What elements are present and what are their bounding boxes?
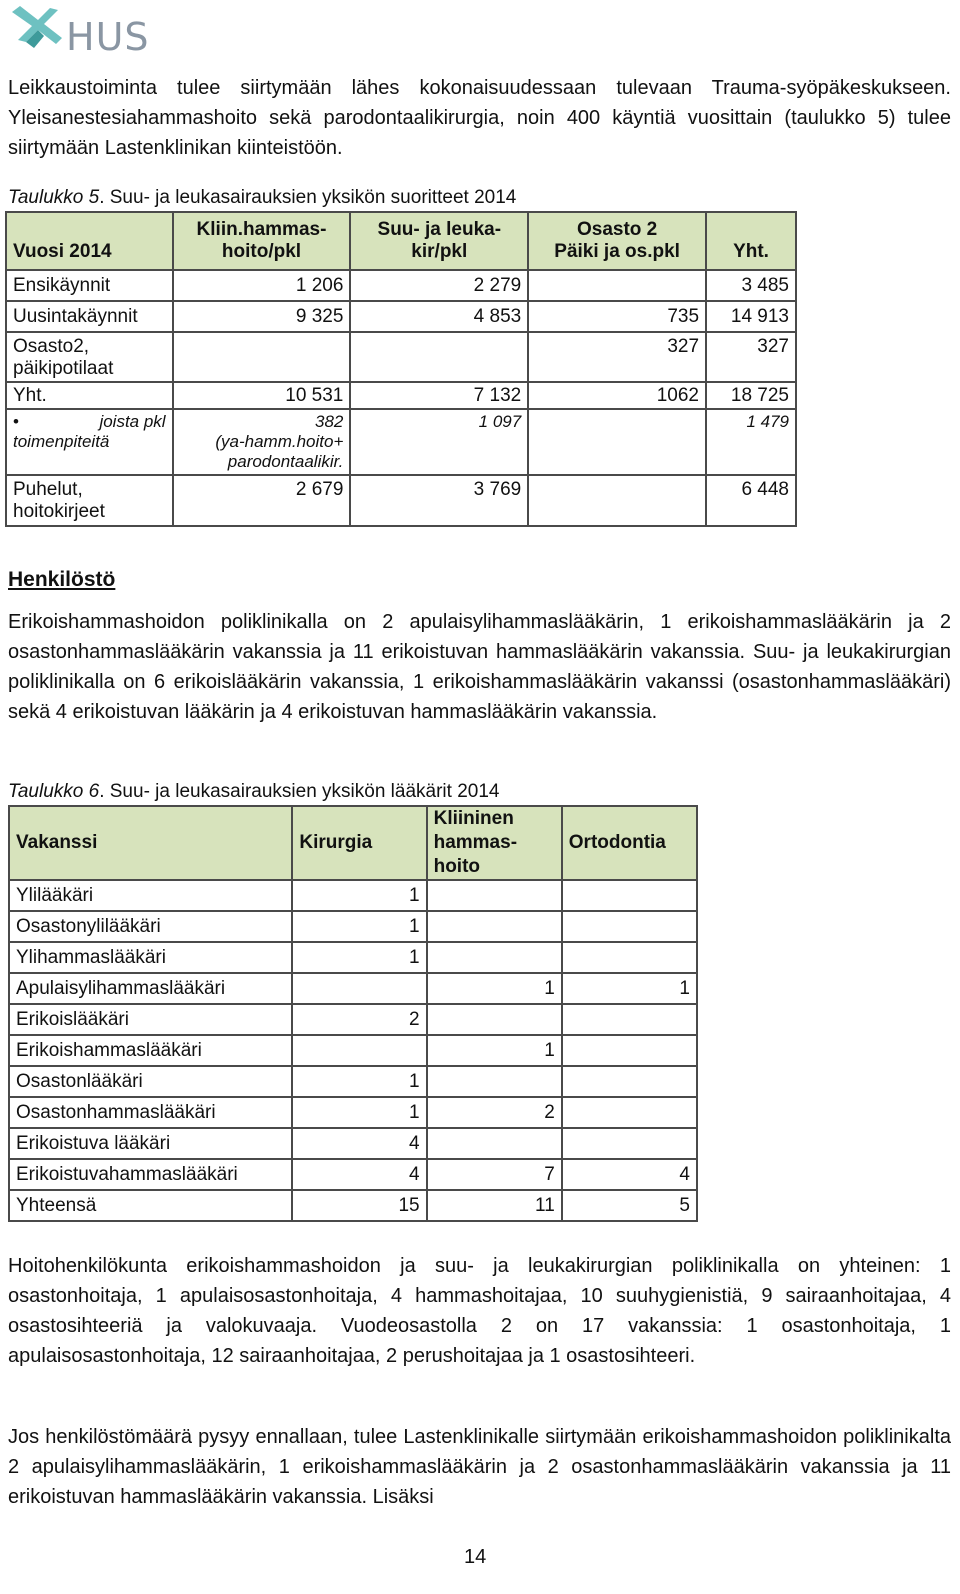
table5-caption	[8, 187, 516, 209]
cell: 3 485	[706, 270, 796, 301]
table-row	[6, 270, 796, 301]
table5	[5, 211, 797, 527]
table5-caption-text: . Suu- ja leukasairauksien yksikön suoritteet 2014	[99, 187, 517, 208]
cell: 1	[292, 1066, 426, 1097]
final-paragraph: Jos henkilöstömäärä pysyy ennallaan, tulee Lastenklinikalle siirtymään erikoishammashoidon poliklinikalta 2 apulaisylihammaslääkärin, 1 erikoishammaslääkärin ja 2 osastonhammaslääkärin vakanssia ja 11 erikoistuvan hammaslääkärin vakanssia. Lisäksi	[8, 1426, 951, 1508]
row-label: Ylilääkäri	[9, 880, 292, 911]
cell	[562, 942, 697, 973]
cell: 4	[292, 1128, 426, 1159]
cell	[528, 409, 706, 475]
table-row	[6, 382, 796, 409]
cell: 1	[427, 973, 562, 1004]
row-label: Osastonhammaslääkäri	[9, 1097, 292, 1128]
table-row	[9, 1004, 697, 1035]
cell: 327	[528, 332, 706, 382]
table-row	[6, 409, 796, 475]
cell: 2 679	[173, 475, 351, 526]
cell: 2	[427, 1097, 562, 1128]
table-row	[9, 973, 697, 1004]
table-row	[9, 1035, 697, 1066]
table-row	[6, 475, 796, 526]
cell	[528, 475, 706, 526]
row-label: Apulaisylihammaslääkäri	[9, 973, 292, 1004]
cell	[562, 1004, 697, 1035]
table-row	[9, 1097, 697, 1128]
row-label: Uusintakäynnit	[6, 301, 173, 332]
cell: 15	[292, 1190, 426, 1221]
nursing-paragraph: Hoitohenkilökunta erikoishammashoidon ja suu- ja leukakirurgian poliklinikalla on yhteinen: 1 osastonhoitaja, 1 apulaisosastonhoitaja, 4 hammashoitajaa, 10 suuhygienistiä, 9 sairaanhoitajaa, 4 osastosihteeriä ja valokuvaaja. Vuodeosastolla 2 on 17 vakanssia: 1 osastonhoitaja, 1 apulaisosastonhoitaja, 12 sairaanhoitajaa, 2 perushoitajaa ja 1 osastosihteeri.	[8, 1255, 951, 1367]
hus-logo	[8, 4, 158, 58]
cell	[562, 1066, 697, 1097]
cell: 11	[427, 1190, 562, 1221]
row-label: Yhteensä	[9, 1190, 292, 1221]
table-row	[6, 301, 796, 332]
cell: 4	[562, 1159, 697, 1190]
cell	[562, 911, 697, 942]
table6-header-vacancy: Vakanssi	[9, 806, 292, 880]
hus-logo-icon	[8, 4, 68, 54]
cell: 7 132	[350, 382, 528, 409]
row-label: Puhelut, hoitokirjeet	[6, 475, 173, 526]
row-label: Yht.	[6, 382, 173, 409]
cell: 4 853	[350, 301, 528, 332]
cell	[562, 880, 697, 911]
cell: 1	[292, 880, 426, 911]
table5-header-total: Yht.	[706, 212, 796, 270]
cell: 382 (ya-hamm.hoito+ parodontaalikir.	[173, 409, 351, 475]
cell: 6 448	[706, 475, 796, 526]
cell: 1 479	[706, 409, 796, 475]
table6-header-clinical: Kliininen hammas- hoito	[427, 806, 562, 880]
row-label: • joista pkl toimenpiteitä	[6, 409, 173, 475]
section-heading-staff: Henkilöstö	[8, 568, 116, 591]
cell	[350, 332, 528, 382]
cell	[562, 1035, 697, 1066]
cell	[292, 973, 426, 1004]
cell	[427, 1066, 562, 1097]
cell: 14 913	[706, 301, 796, 332]
table-row	[9, 1159, 697, 1190]
cell: 4	[292, 1159, 426, 1190]
cell	[427, 942, 562, 973]
row-label: Osastonlääkäri	[9, 1066, 292, 1097]
cell	[562, 1097, 697, 1128]
table5-header-row	[6, 212, 796, 270]
row-label: Erikoistuva lääkäri	[9, 1128, 292, 1159]
table5-header-ward: Osasto 2 Päiki ja os.pkl	[528, 212, 706, 270]
cell: 1	[562, 973, 697, 1004]
cell: 1	[292, 942, 426, 973]
staff-paragraph: Erikoishammashoidon poliklinikalla on 2 apulaisylihammaslääkärin, 1 erikoishammaslääkärin ja 2 osastonhammaslääkärin vakanssia ja 11 erikoistuvan hammaslääkärin vakanssia. Suu- ja leukakirurgian poliklinikalla on 6 erikoislääkärin vakanssia, 1 erikoishammaslääkärin vakanssi (osastonhammaslääkäri) sekä 4 erikoistuvan lääkärin ja 4 erikoistuvan hammaslääkärin vakanssia.	[8, 611, 951, 723]
row-label: Osasto2, päikipotilaat	[6, 332, 173, 382]
row-label: Osastonylilääkäri	[9, 911, 292, 942]
page-number: 14	[464, 1546, 487, 1568]
cell: 9 325	[173, 301, 351, 332]
cell	[562, 1128, 697, 1159]
row-label: Erikoishammaslääkäri	[9, 1035, 292, 1066]
table-row	[9, 880, 697, 911]
table6-caption	[8, 781, 499, 803]
cell	[292, 1035, 426, 1066]
table-row	[9, 911, 697, 942]
cell	[173, 332, 351, 382]
table6-header-orthodontics: Ortodontia	[562, 806, 697, 880]
table5-header-clinic: Kliin.hammas- hoito/pkl	[173, 212, 351, 270]
logo-text: HUS	[66, 15, 150, 59]
cell: 10 531	[173, 382, 351, 409]
table5-caption-label: Taulukko 5	[8, 187, 100, 208]
intro-paragraph: Leikkaustoiminta tulee siirtymään lähes kokonaisuudessaan tulevaan Trauma-syöpäkeskukseen. Yleisanestesiahammashoito sekä parodontaalikirurgia, noin 400 käyntiä vuosittain (taulukko 5) tulee siirtymään Lastenklinikan kiinteistöön.	[8, 77, 951, 159]
table6-caption-label: Taulukko 6	[8, 781, 100, 802]
cell: 2	[292, 1004, 426, 1035]
table-row	[6, 332, 796, 382]
cell: 1 206	[173, 270, 351, 301]
cell: 327	[706, 332, 796, 382]
table-row	[9, 1066, 697, 1097]
table6-header-row	[9, 806, 697, 880]
cell: 5	[562, 1190, 697, 1221]
row-label: Ensikäynnit	[6, 270, 173, 301]
table5-header-surgery: Suu- ja leuka- kir/pkl	[350, 212, 528, 270]
row-label: Ylihammaslääkäri	[9, 942, 292, 973]
cell: 735	[528, 301, 706, 332]
cell: 18 725	[706, 382, 796, 409]
row-label: Erikoislääkäri	[9, 1004, 292, 1035]
cell: 2 279	[350, 270, 528, 301]
cell: 1062	[528, 382, 706, 409]
cell: 1	[292, 1097, 426, 1128]
cell: 1 097	[350, 409, 528, 475]
cell: 7	[427, 1159, 562, 1190]
table6-caption-text: . Suu- ja leukasairauksien yksikön lääkärit 2014	[99, 781, 500, 802]
table6	[8, 805, 698, 1222]
cell: 1	[427, 1035, 562, 1066]
table6-header-surgery: Kirurgia	[292, 806, 426, 880]
table-row	[9, 942, 697, 973]
row-label: Erikoistuvahammaslääkäri	[9, 1159, 292, 1190]
cell	[427, 1128, 562, 1159]
cell	[427, 1004, 562, 1035]
table-row	[9, 1190, 697, 1221]
cell	[427, 911, 562, 942]
cell: 3 769	[350, 475, 528, 526]
cell: 1	[292, 911, 426, 942]
cell	[528, 270, 706, 301]
cell	[427, 880, 562, 911]
table5-header-year: Vuosi 2014	[6, 212, 173, 270]
table-row	[9, 1128, 697, 1159]
